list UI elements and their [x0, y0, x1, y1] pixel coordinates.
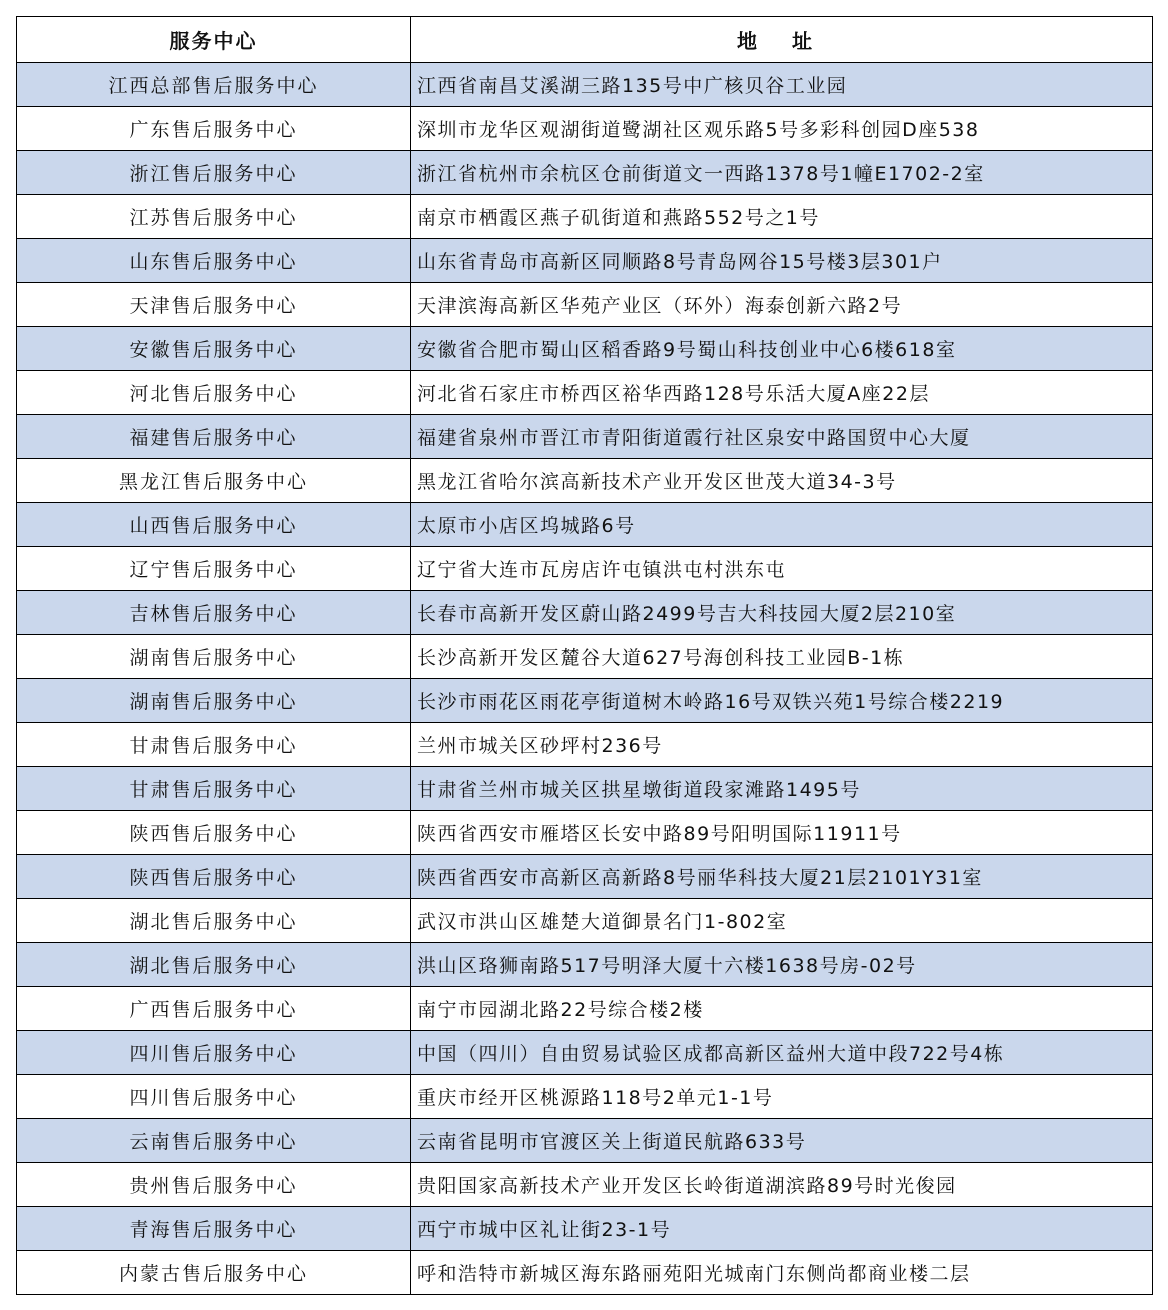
service-center-address: 山东省青岛市高新区同顺路8号青岛网谷15号楼3层301户: [411, 239, 1153, 283]
service-center-address: 兰州市城关区砂坪村236号: [411, 723, 1153, 767]
service-center-name: 云南售后服务中心: [17, 1119, 411, 1163]
service-center-address: 辽宁省大连市瓦房店许屯镇洪屯村洪东屯: [411, 547, 1153, 591]
table-row: [17, 503, 1153, 547]
service-center-name: 天津售后服务中心: [17, 283, 411, 327]
service-center-name: 安徽售后服务中心: [17, 327, 411, 371]
service-center-name: 广东售后服务中心: [17, 107, 411, 151]
service-center-address: 贵阳国家高新技术产业开发区长岭街道湖滨路89号时光俊园: [411, 1163, 1153, 1207]
service-center-address: 太原市小店区坞城路6号: [411, 503, 1153, 547]
service-center-name: 四川售后服务中心: [17, 1075, 411, 1119]
table-row: [17, 371, 1153, 415]
service-center-name: 甘肃售后服务中心: [17, 767, 411, 811]
table-row: [17, 635, 1153, 679]
table-row: [17, 1251, 1153, 1295]
service-center-name: 陕西售后服务中心: [17, 855, 411, 899]
service-center-table: [16, 16, 1153, 1295]
service-center-name: 江苏售后服务中心: [17, 195, 411, 239]
service-center-address: 云南省昆明市官渡区关上街道民航路633号: [411, 1119, 1153, 1163]
service-center-name: 湖南售后服务中心: [17, 635, 411, 679]
service-center-address: 陕西省西安市高新区高新路8号丽华科技大厦21层2101Y31室: [411, 855, 1153, 899]
service-center-address: 黑龙江省哈尔滨高新技术产业开发区世茂大道34-3号: [411, 459, 1153, 503]
service-center-address: 武汉市洪山区雄楚大道御景名门1-802室: [411, 899, 1153, 943]
table-row: [17, 1031, 1153, 1075]
service-center-address: 南京市栖霞区燕子矶街道和燕路552号之1号: [411, 195, 1153, 239]
table-row: [17, 591, 1153, 635]
table-row: [17, 415, 1153, 459]
table-row: [17, 811, 1153, 855]
service-center-address: 南宁市园湖北路22号综合楼2楼: [411, 987, 1153, 1031]
service-center-address: 呼和浩特市新城区海东路丽苑阳光城南门东侧尚都商业楼二层: [411, 1251, 1153, 1295]
service-center-name: 甘肃售后服务中心: [17, 723, 411, 767]
header-service-center: 服务中心: [17, 17, 411, 63]
table-row: [17, 195, 1153, 239]
service-center-name: 黑龙江售后服务中心: [17, 459, 411, 503]
table-row: [17, 899, 1153, 943]
table-row: [17, 767, 1153, 811]
service-center-address: 长沙高新开发区麓谷大道627号海创科技工业园B-1栋: [411, 635, 1153, 679]
service-center-name: 湖北售后服务中心: [17, 899, 411, 943]
table-row: [17, 679, 1153, 723]
service-center-name: 青海售后服务中心: [17, 1207, 411, 1251]
service-center-address: 长春市高新开发区蔚山路2499号吉大科技园大厦2层210室: [411, 591, 1153, 635]
table-row: [17, 327, 1153, 371]
service-center-name: 福建售后服务中心: [17, 415, 411, 459]
header-row: [17, 17, 1153, 63]
table-row: [17, 723, 1153, 767]
service-center-address: 深圳市龙华区观湖街道鹭湖社区观乐路5号多彩科创园D座538: [411, 107, 1153, 151]
service-center-name: 湖南售后服务中心: [17, 679, 411, 723]
service-center-address: 西宁市城中区礼让街23-1号: [411, 1207, 1153, 1251]
service-center-address: 甘肃省兰州市城关区拱星墩街道段家滩路1495号: [411, 767, 1153, 811]
service-center-address: 洪山区珞狮南路517号明泽大厦十六楼1638号房-02号: [411, 943, 1153, 987]
table-row: [17, 1119, 1153, 1163]
table-row: [17, 283, 1153, 327]
service-center-address: 陕西省西安市雁塔区长安中路89号阳明国际11911号: [411, 811, 1153, 855]
service-center-name: 山东售后服务中心: [17, 239, 411, 283]
service-center-name: 四川售后服务中心: [17, 1031, 411, 1075]
service-center-name: 吉林售后服务中心: [17, 591, 411, 635]
table-row: [17, 1163, 1153, 1207]
service-center-address: 江西省南昌艾溪湖三路135号中广核贝谷工业园: [411, 63, 1153, 107]
service-center-address: 重庆市经开区桃源路118号2单元1-1号: [411, 1075, 1153, 1119]
service-center-address: 安徽省合肥市蜀山区稻香路9号蜀山科技创业中心6楼618室: [411, 327, 1153, 371]
service-center-name: 浙江售后服务中心: [17, 151, 411, 195]
service-center-address: 浙江省杭州市余杭区仓前街道文一西路1378号1幢E1702-2室: [411, 151, 1153, 195]
service-center-address: 长沙市雨花区雨花亭街道树木岭路16号双铁兴苑1号综合楼2219: [411, 679, 1153, 723]
table-body: [17, 63, 1153, 1295]
service-center-address: 河北省石家庄市桥西区裕华西路128号乐活大厦A座22层: [411, 371, 1153, 415]
service-center-name: 河北售后服务中心: [17, 371, 411, 415]
service-center-name: 贵州售后服务中心: [17, 1163, 411, 1207]
table-row: [17, 107, 1153, 151]
table-row: [17, 239, 1153, 283]
service-center-address: 福建省泉州市晋江市青阳街道霞行社区泉安中路国贸中心大厦: [411, 415, 1153, 459]
table-row: [17, 63, 1153, 107]
table-row: [17, 855, 1153, 899]
service-center-name: 陕西售后服务中心: [17, 811, 411, 855]
table-row: [17, 547, 1153, 591]
service-center-name: 山西售后服务中心: [17, 503, 411, 547]
header-address: 地 址: [411, 17, 1153, 63]
service-center-name: 内蒙古售后服务中心: [17, 1251, 411, 1295]
table-row: [17, 987, 1153, 1031]
service-center-name: 江西总部售后服务中心: [17, 63, 411, 107]
service-center-address: 天津滨海高新区华苑产业区（环外）海泰创新六路2号: [411, 283, 1153, 327]
table-row: [17, 151, 1153, 195]
table-row: [17, 459, 1153, 503]
table-row: [17, 1075, 1153, 1119]
table-row: [17, 1207, 1153, 1251]
table-row: [17, 943, 1153, 987]
service-center-name: 广西售后服务中心: [17, 987, 411, 1031]
service-center-address: 中国（四川）自由贸易试验区成都高新区益州大道中段722号4栋: [411, 1031, 1153, 1075]
service-center-name: 辽宁售后服务中心: [17, 547, 411, 591]
service-center-name: 湖北售后服务中心: [17, 943, 411, 987]
